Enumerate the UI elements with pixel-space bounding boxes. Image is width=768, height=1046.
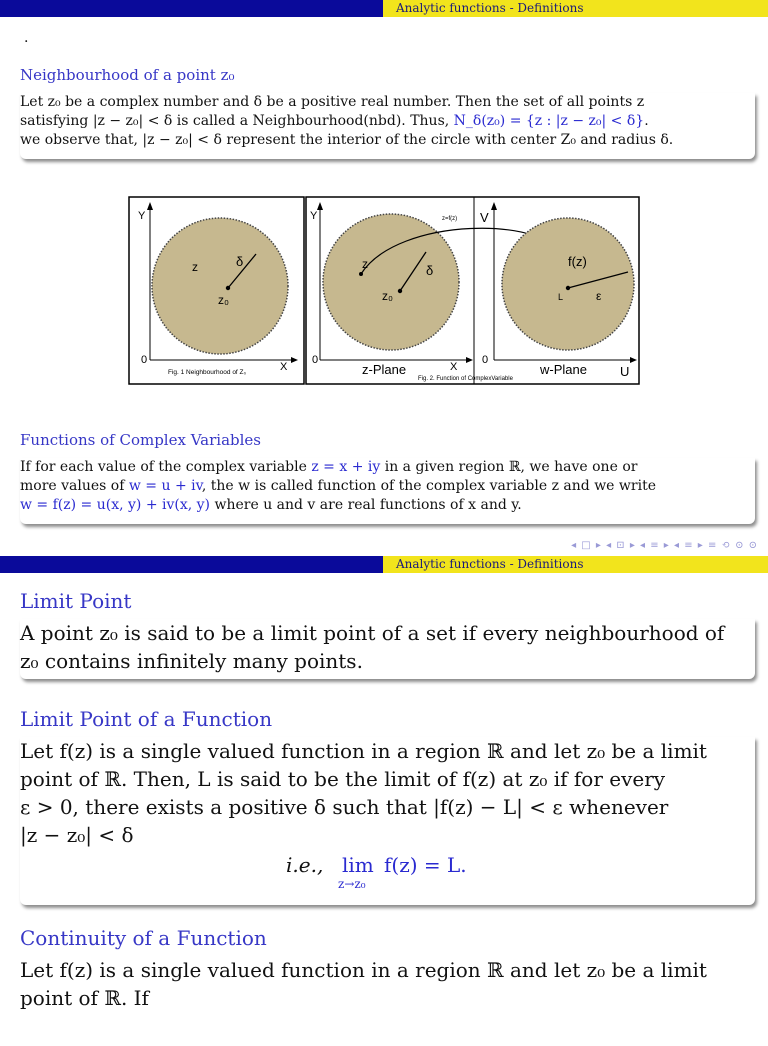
beamer-navigation[interactable]: ◂ □ ▸ ◂ ⊡ ▸ ◂ ≡ ▸ ◂ ≡ ▸ ≡ ⟲ ⊙ ⊙ <box>571 540 758 551</box>
epsilon-label: ε <box>596 289 602 303</box>
axis-label-x: X <box>450 361 458 373</box>
neighbourhood-figure <box>128 196 640 386</box>
header-title: Analytic functions - Definitions <box>383 556 768 573</box>
w-plane-disk <box>502 218 634 350</box>
limit-point <box>566 286 570 290</box>
axis-label-x: X <box>280 361 288 373</box>
text-line: z₀ contains infinitely many points. <box>20 649 363 673</box>
text-line: point of ℝ. If <box>20 986 149 1010</box>
center-point <box>226 286 230 290</box>
origin-label: 0 <box>141 354 148 366</box>
z-plane-disk <box>323 214 459 350</box>
w-plane-label: w-Plane <box>540 362 587 377</box>
axis-label-y: Y <box>138 210 146 222</box>
block-title: Functions of Complex Variables <box>20 431 261 449</box>
radius-label: δ <box>426 263 434 278</box>
block-body <box>20 956 755 1046</box>
text-line: Let z₀ be a complex number and δ be a positive real number. Then the set of all points z <box>20 94 645 110</box>
z-center-point <box>398 289 402 293</box>
z-plane-label: z-Plane <box>362 362 407 377</box>
text-line: A point z₀ is said to be a limit point of a set if every neighbourhood of <box>20 621 725 645</box>
text-line: more values of w = u + iv, the w is called function of the complex variable z and we write <box>20 478 656 494</box>
block-body <box>20 619 755 679</box>
slide-2-header <box>0 556 768 573</box>
text-line: point of ℝ. Then, L is said to be the limit of f(z) at z₀ if for every <box>20 767 666 791</box>
center-label: z₀ <box>218 293 229 307</box>
origin-label: 0 <box>482 354 489 366</box>
figure-caption-2: Fig. 2. Function of ComplexVariable <box>418 376 513 382</box>
limit-label: L <box>558 292 564 302</box>
mapping-label: z=f(z) <box>442 216 458 222</box>
axis-label-v: V <box>480 210 489 225</box>
limit-point-block <box>20 589 755 679</box>
slide-1-header <box>0 0 768 17</box>
text-line: satisfying |z − z₀| < δ is called a Neighbourhood(nbd). Thus, N_δ(z₀) = {z : |z − z₀| < δ}. <box>20 113 649 129</box>
fz-label: f(z) <box>568 254 587 269</box>
block-body <box>20 737 755 905</box>
block-title: Limit Point of a Function <box>20 707 273 731</box>
text-line: If for each value of the complex variable z = x + iy in a given region ℝ, we have one or <box>20 459 638 475</box>
point-label-z: z <box>192 260 198 274</box>
block-title: Neighbourhood of a point z₀ <box>20 66 235 84</box>
header-left-bar <box>0 556 383 573</box>
header-title: Analytic functions - Definitions <box>383 0 768 17</box>
limit-formula: i.e., lim z→z₀ f(z) = L. <box>286 853 467 891</box>
center-label: z₀ <box>382 289 393 303</box>
text-line: Let f(z) is a single valued function in a region ℝ and let z₀ be a limit <box>20 958 707 982</box>
point-label-z: z <box>362 257 368 271</box>
neighbourhood-block <box>20 66 755 159</box>
block-title: Continuity of a Function <box>20 926 267 950</box>
figure-caption-1: Fig. 1 Neighbourhood of Z₀ <box>168 369 247 376</box>
text-line: |z − z₀| < δ <box>20 823 134 847</box>
stray-dot: . <box>24 30 29 46</box>
text-line: ε > 0, there exists a positive δ such that |f(z) − L| < ε whenever <box>20 795 669 819</box>
slide-2 <box>0 556 768 1024</box>
text-line: we observe that, |z − z₀| < δ represent the interior of the circle with center Z₀ and radius δ. <box>20 132 674 148</box>
block-title: Limit Point <box>20 589 132 613</box>
axis-label-y: Y <box>310 210 318 222</box>
continuity-block <box>20 926 755 1046</box>
radius-label: δ <box>236 254 244 269</box>
functions-block <box>20 431 755 524</box>
block-body <box>20 93 755 159</box>
axis-label-u: U <box>620 364 630 379</box>
limit-function-block <box>20 707 755 905</box>
header-left-bar <box>0 0 383 17</box>
neighbourhood-disk <box>152 218 288 354</box>
text-line: Let f(z) is a single valued function in a region ℝ and let z₀ be a limit <box>20 739 707 763</box>
text-line: w = f(z) = u(x, y) + iv(x, y) where u and v are real functions of x and y. <box>20 497 522 513</box>
block-body <box>20 458 755 524</box>
origin-label: 0 <box>312 354 319 366</box>
